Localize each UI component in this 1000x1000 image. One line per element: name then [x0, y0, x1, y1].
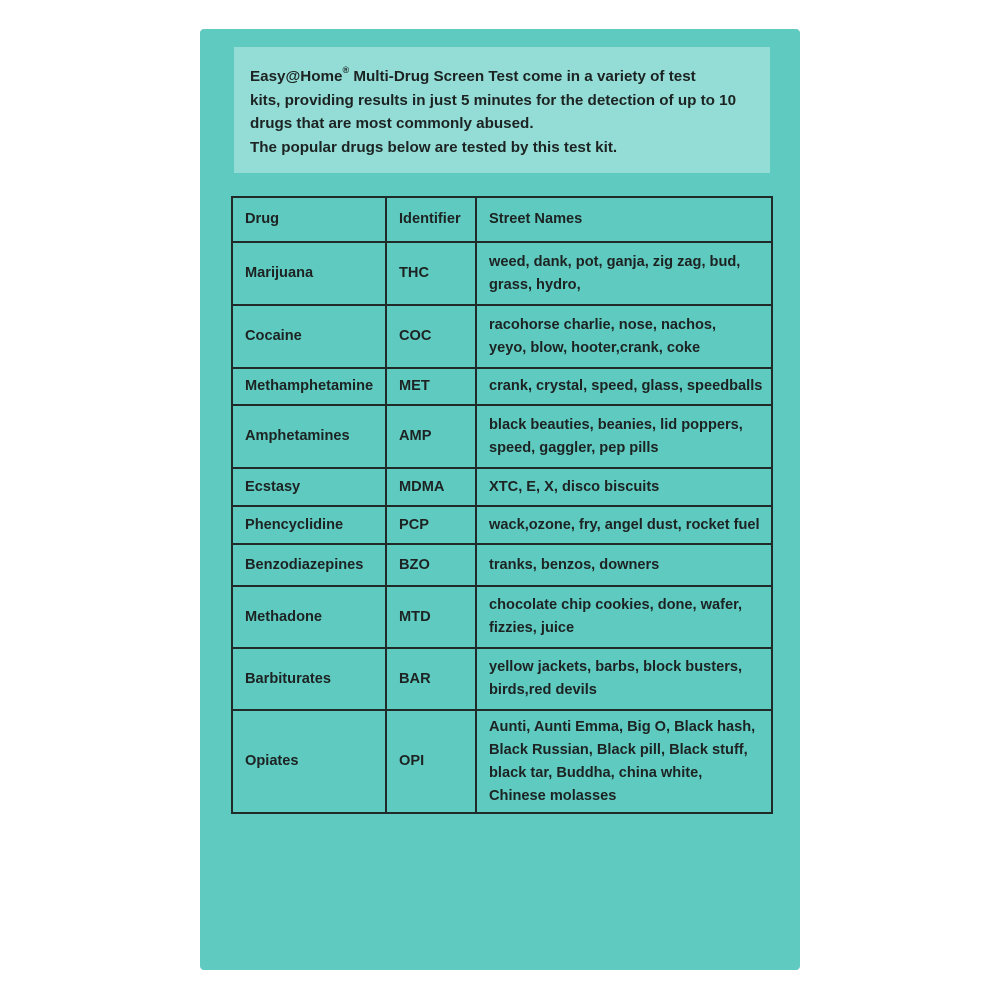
drug-name-cell: Opiates	[232, 710, 386, 813]
table-row	[232, 405, 772, 468]
street-names-cell	[476, 506, 772, 544]
identifier-cell: AMP	[386, 405, 476, 468]
street-names-line: Aunti, Aunti Emma, Big O, Black hash,	[489, 718, 756, 735]
street-names-line: yellow jackets, barbs, block busters,	[489, 659, 743, 675]
street-names-line: XTC, E, X, disco biscuits	[489, 478, 660, 495]
table-row	[232, 368, 772, 405]
street-names-line: yeyo, blow, hooter,crank, coke	[489, 339, 701, 356]
drug-name-cell: Methamphetamine	[232, 368, 386, 405]
table-row	[232, 468, 772, 506]
drug-name-cell: Marijuana	[232, 242, 386, 305]
intro-text-box	[234, 47, 770, 173]
intro-line-4: The popular drugs below are tested by this test kit.	[250, 138, 618, 156]
identifier-cell: MTD	[386, 586, 476, 648]
drug-name-cell: Amphetamines	[232, 405, 386, 468]
street-names-line: fizzies, juice	[489, 620, 575, 636]
table-row	[232, 710, 772, 813]
street-names-cell	[476, 242, 772, 305]
identifier-cell: BZO	[386, 544, 476, 586]
identifier-cell: MDMA	[386, 468, 476, 506]
street-names-line: grass, hydro,	[489, 276, 581, 293]
street-names-cell	[476, 368, 772, 405]
street-names-cell	[476, 305, 772, 368]
street-names-cell	[476, 710, 772, 813]
street-names-line: crank, crystal, speed, glass, speedballs	[489, 378, 763, 394]
street-names-cell	[476, 405, 772, 468]
street-names-line: black tar, Buddha, china white,	[489, 764, 703, 781]
street-names-cell	[476, 586, 772, 648]
intro-line-3: drugs that are most commonly abused.	[250, 115, 534, 132]
header-drug: Drug	[232, 197, 386, 242]
registered-mark: ®	[342, 64, 350, 75]
intro-line-1-text: Multi-Drug Screen Test come in a variety of test	[349, 68, 696, 85]
street-names-cell	[476, 648, 772, 710]
table-row	[232, 242, 772, 305]
street-names-line: racohorse charlie, nose, nachos,	[489, 316, 717, 333]
table-row	[232, 586, 772, 648]
intro-line-2: kits, providing results in just 5 minutes for the detection of up to 10	[250, 91, 737, 109]
table-row	[232, 648, 772, 710]
street-names-cell	[476, 544, 772, 586]
drug-table	[231, 196, 773, 814]
street-names-line: wack,ozone, fry, angel dust, rocket fuel	[489, 516, 760, 533]
table-row	[232, 506, 772, 544]
street-names-line: birds,red devils	[489, 682, 597, 698]
street-names-cell	[476, 468, 772, 506]
identifier-cell: COC	[386, 305, 476, 368]
package-panel	[200, 29, 800, 970]
street-names-line: chocolate chip cookies, done, wafer,	[489, 597, 743, 613]
identifier-cell: OPI	[386, 710, 476, 813]
drug-name-cell: Barbiturates	[232, 648, 386, 710]
identifier-cell: THC	[386, 242, 476, 305]
street-names-line: Black Russian, Black pill, Black stuff,	[489, 741, 748, 758]
street-names-line: black beauties, beanies, lid poppers,	[489, 416, 743, 433]
street-names-line: speed, gaggler, pep pills	[489, 439, 659, 456]
street-names-line: Chinese molasses	[489, 787, 617, 804]
identifier-cell: PCP	[386, 506, 476, 544]
intro-line-1	[250, 65, 770, 89]
table-header-row	[232, 197, 772, 242]
header-identifier: Identifier	[386, 197, 476, 242]
table-row	[232, 544, 772, 586]
brand-name: Easy@Home	[250, 68, 343, 85]
identifier-cell: MET	[386, 368, 476, 405]
header-street-names: Street Names	[476, 197, 772, 242]
street-names-line: tranks, benzos, downers	[489, 556, 660, 573]
identifier-cell: BAR	[386, 648, 476, 710]
street-names-line: weed, dank, pot, ganja, zig zag, bud,	[489, 253, 741, 270]
drug-name-cell: Benzodiazepines	[232, 544, 386, 586]
drug-name-cell: Phencyclidine	[232, 506, 386, 544]
drug-name-cell: Methadone	[232, 586, 386, 648]
drug-name-cell: Ecstasy	[232, 468, 386, 506]
table-row	[232, 305, 772, 368]
drug-name-cell: Cocaine	[232, 305, 386, 368]
